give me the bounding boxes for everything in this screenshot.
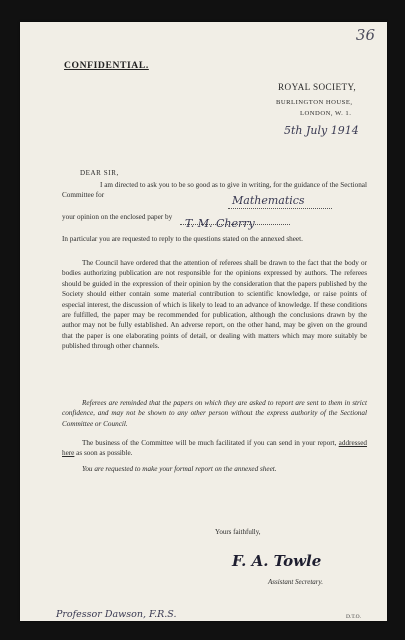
salutation: DEAR SIR, <box>80 169 119 177</box>
signatory-title: Assistant Secretary. <box>268 578 323 586</box>
handwritten-date: 5th July 1914 <box>284 124 359 137</box>
address-line-2: BURLINGTON HOUSE, <box>276 99 353 106</box>
confidential-heading: CONFIDENTIAL. <box>64 60 149 71</box>
form-code: D.T.O. <box>346 614 362 620</box>
paragraph-confidence: Referees are reminded that the papers on which they are asked to report are sent to them in strict confidence, and may not be shown to any other person without the express authority of the Sectional Committee or Council. <box>62 399 367 428</box>
paragraph-request-a: I am directed to ask you to be so good as to give in writing, for the guidance of the Sectional Committee for <box>62 181 367 200</box>
handwritten-author: T. M. Cherry <box>185 217 255 230</box>
handwritten-subject: Mathematics <box>232 194 305 207</box>
recipient-name: Professor Dawson, F.R.S. <box>56 609 177 620</box>
business-text-b: as soon as possible. <box>76 449 133 458</box>
paragraph-council: The Council have ordered that the attention of referees shall be drawn to the fact that the body or bodies authorizing publication are not responsible for the opinions expressed by authors. The referees should be guided in the expression of their opinion by the consideration that the papers published by the Society should either contain some material contribution to scientific knowledge, or raise points of especial interest, the discussion of which is likely to lead to an advance of knowledge. If these conditions are fulfilled, the paper may be recommended for publication, although the conclusions drawn by the author may not be fully established. An adverse report, on the other hand, may be given on the ground that the paper is one elaborating points of detail, or dealing with matters which may more suitably be published through other channels. <box>62 259 367 351</box>
paragraph-questions: In particular you are requested to reply to the questions stated on the annexed sheet. <box>62 235 303 243</box>
folio-number: 36 <box>355 26 375 44</box>
signature: F. A. Towle <box>232 552 322 570</box>
fill-line-subject <box>228 208 332 209</box>
address-line-3: LONDON, W. 1. <box>300 110 352 117</box>
paragraph-formal-report: You are requested to make your formal report on the annexed sheet. <box>82 465 277 473</box>
closing: Yours faithfully, <box>215 528 261 536</box>
business-underlined: addressed here <box>62 439 368 458</box>
sender-address <box>278 82 358 117</box>
business-text-a: The business of the Committee will be much facilitated if you can send in your report, <box>82 439 337 447</box>
paragraph-business <box>62 438 367 459</box>
letter-page <box>20 22 387 621</box>
address-line-1: ROYAL SOCIETY, <box>278 82 357 92</box>
paragraph-request-b: your opinion on the enclosed paper by <box>62 213 173 221</box>
